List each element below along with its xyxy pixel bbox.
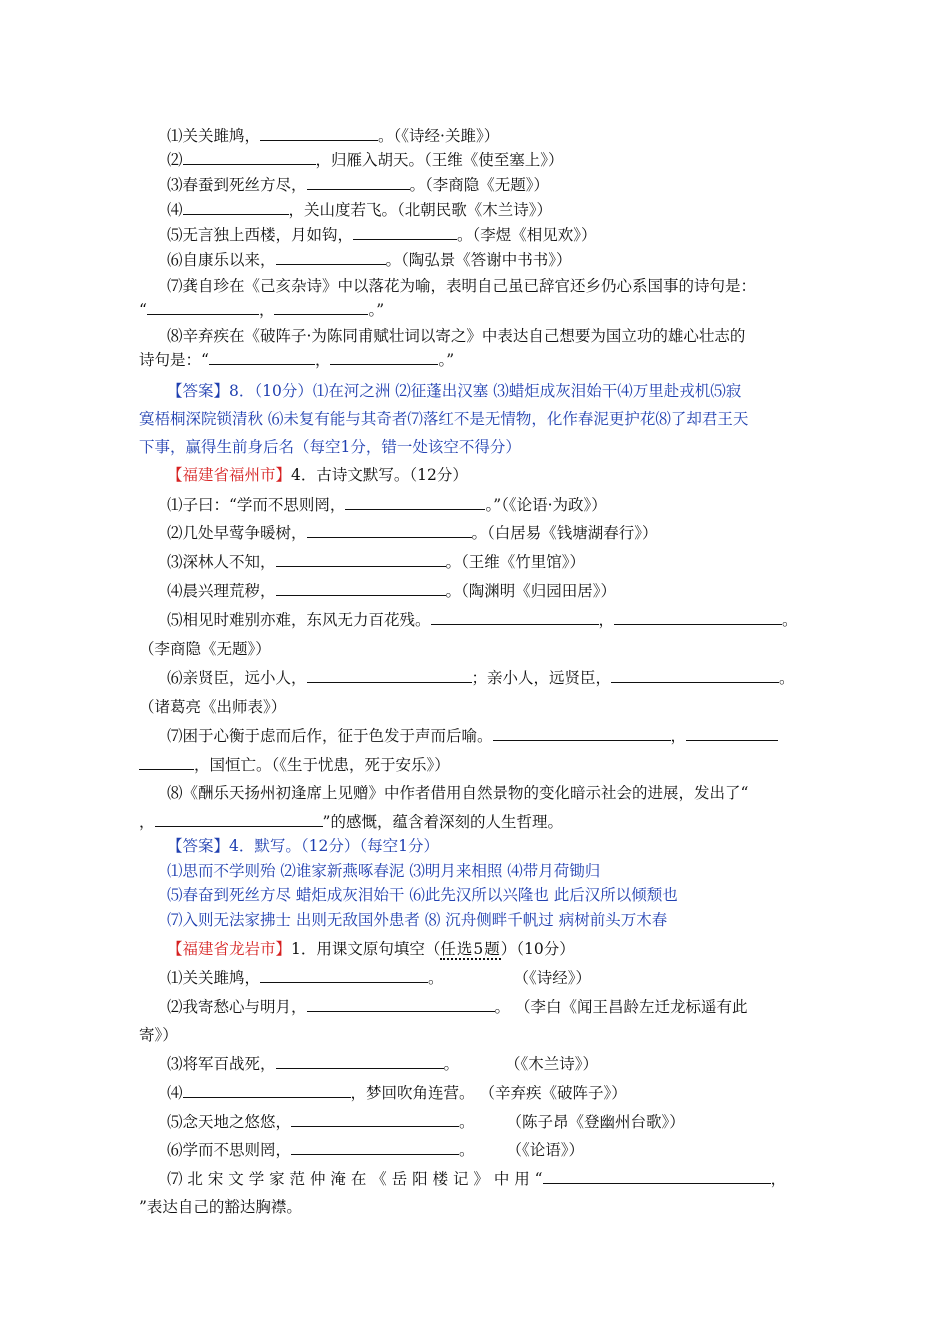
s2-question-8-blank: ， ”的感慨，蕴含着深刻的人生哲理。	[139, 813, 563, 831]
s3-question-2: ⑵我寄愁心与明月， 。 （李白《闻王昌龄左迁龙标遥有此	[167, 998, 748, 1016]
answer-blank[interactable]	[353, 224, 457, 240]
answer-blank[interactable]	[276, 249, 386, 265]
s1-question-6: ⑹自康乐以来， 。（陶弘景《答谢中书书》）	[167, 251, 572, 269]
answer-blank[interactable]	[614, 609, 782, 625]
s2-question-5: ⑸相见时难别亦难，东风无力百花残。 ， 。	[167, 611, 798, 629]
answer-blank[interactable]	[345, 494, 485, 510]
dotted-emphasis: 任选5题	[440, 940, 501, 958]
s2-question-5-source: （李商隐《无题》）	[139, 640, 271, 658]
s2-answer-line-4: ⑺入则无法家拂士 出则无敌国外患者 ⑻ 沉舟侧畔千帆过 病树前头万木春	[167, 911, 668, 929]
answer-blank[interactable]	[260, 967, 428, 983]
s1-question-2: ⑵ ，归雁入胡天。（王维《使至塞上》）	[167, 151, 564, 169]
s2-answer-line-2: ⑴思而不学则殆 ⑵谁家新燕啄春泥 ⑶明月来相照 ⑷带月荷锄归	[167, 862, 601, 880]
answer-blank[interactable]	[276, 551, 446, 567]
region-tag: 【福建省福州市】	[167, 466, 292, 484]
s2-question-7-cont: ，国恒亡。（《生于忧患，死于安乐》）	[139, 754, 450, 776]
s3-question-7: ⑺ 北 宋 文 学 家 范 仲 淹 在 《 岳 阳 楼 记 》 中 用 “ ，	[167, 1170, 787, 1188]
answer-blank[interactable]	[307, 996, 495, 1012]
s2-header: 【福建省福州市】4．古诗文默写。（12分）	[167, 466, 468, 484]
s3-question-6: ⑹学而不思则罔， 。 （《论语》）	[167, 1141, 585, 1159]
answer-blank[interactable]	[183, 149, 316, 165]
answer-blank[interactable]	[611, 667, 779, 683]
s1-answer-line-2: 寞梧桐深院锁清秋 ⑹未复有能与其奇者⑺落红不是无情物，化作春泥更护花⑻了却君王天	[139, 410, 749, 428]
s2-question-6: ⑹亲贤臣，远小人， ；亲小人，远贤臣， 。	[167, 669, 795, 687]
answer-blank[interactable]	[291, 1139, 459, 1155]
s3-question-5: ⑸念天地之悠悠， 。 （陈子昂《登幽州台歌》）	[167, 1113, 685, 1131]
s2-question-1: ⑴子曰：“学而不思则罔， 。”（《论语·为政》）	[167, 496, 607, 514]
s2-question-7: ⑺困于心衡于虑而后作，征于色发于声而后喻。 ，	[167, 725, 778, 747]
s2-question-6-source: （诸葛亮《出师表》）	[139, 698, 287, 716]
answer-blank[interactable]	[307, 174, 410, 190]
s3-header: 【福建省龙岩市】1．用课文原句填空（任选5题）（10分）	[167, 940, 575, 958]
answer-blank[interactable]	[493, 725, 671, 741]
s2-answer-line-1: 【答案】4．默写。（12分）（每空1分）	[167, 837, 439, 855]
answer-blank[interactable]	[330, 349, 438, 365]
answer-blank[interactable]	[276, 580, 446, 596]
s2-question-3: ⑶深林人不知， 。（王维《竹里馆》）	[167, 553, 586, 571]
s3-question-4: ⑷ ，梦回吹角连营。 （辛弃疾《破阵子》）	[167, 1084, 627, 1102]
answer-blank[interactable]	[291, 1111, 459, 1127]
answer-blank[interactable]	[276, 1053, 444, 1069]
s3-question-3: ⑶将军百战死， 。 （《木兰诗》）	[167, 1055, 599, 1073]
s1-question-4: ⑷ ，关山度若飞。（北朝民歌《木兰诗》）	[167, 201, 553, 219]
answer-blank[interactable]	[307, 522, 472, 538]
answer-blank[interactable]	[260, 125, 378, 141]
answer-blank[interactable]	[686, 725, 778, 741]
s1-question-7: ⑺龚自珍在《己亥杂诗》中以落花为喻，表明自己虽已辞官还乡仍心系国事的诗句是：	[167, 277, 757, 295]
answer-blank[interactable]	[147, 299, 259, 315]
answer-blank[interactable]	[183, 1082, 351, 1098]
answer-blank[interactable]	[543, 1168, 771, 1184]
answer-blank[interactable]	[307, 667, 472, 683]
s1-question-3: ⑶春蚕到死丝方尽， 。（李商隐《无题》）	[167, 176, 550, 194]
s1-question-8: ⑻辛弃疾在《破阵子·为陈同甫赋壮词以寄之》中表达自己想要为国立功的雄心壮志的	[167, 327, 746, 345]
s1-answer-line-3: 下事，赢得生前身后名（每空1分，错一处该空不得分）	[139, 438, 521, 456]
s2-question-8: ⑻《酬乐天扬州初逢席上见赠》中作者借用自然景物的变化暗示社会的进展，发出了“	[167, 784, 749, 802]
answer-blank[interactable]	[155, 811, 323, 827]
answer-blank[interactable]	[139, 754, 194, 770]
s1-question-5: ⑸无言独上西楼，月如钩， 。（李煜《相见欢》）	[167, 226, 597, 244]
s1-question-8-blanks: 诗句是：“ ， 。”	[139, 351, 455, 369]
s3-question-7-cont: ”表达自己的豁达胸襟。	[139, 1198, 302, 1216]
s1-question-7-blanks: “ ， 。”	[139, 301, 385, 319]
s2-answer-line-3: ⑸春奋到死丝方尽 蜡炬成灰泪始干 ⑹此先汉所以兴隆也 此后汉所以倾颓也	[167, 886, 678, 904]
s3-question-1: ⑴关关雎鸠， 。 （《诗经》）	[167, 969, 592, 987]
answer-blank[interactable]	[209, 349, 315, 365]
s2-question-2: ⑵几处早莺争暖树， 。（白居易《钱塘湖春行》）	[167, 524, 658, 542]
answer-blank[interactable]	[183, 199, 289, 215]
answer-blank[interactable]	[431, 609, 599, 625]
s2-question-4: ⑷晨兴理荒秽， 。（陶渊明《归园田居》）	[167, 582, 617, 600]
s1-answer-line-1: 【答案】8．（10分）⑴在河之洲 ⑵征蓬出汉塞 ⑶蜡炬成灰泪始干⑷万里赴戎机⑸寂	[167, 382, 742, 400]
s3-question-2-cont: 寄》）	[139, 1026, 178, 1044]
answer-blank[interactable]	[274, 299, 368, 315]
s1-question-1: ⑴关关雎鸠， 。（《诗经·关雎》）	[167, 127, 500, 145]
region-tag: 【福建省龙岩市】	[167, 940, 292, 958]
